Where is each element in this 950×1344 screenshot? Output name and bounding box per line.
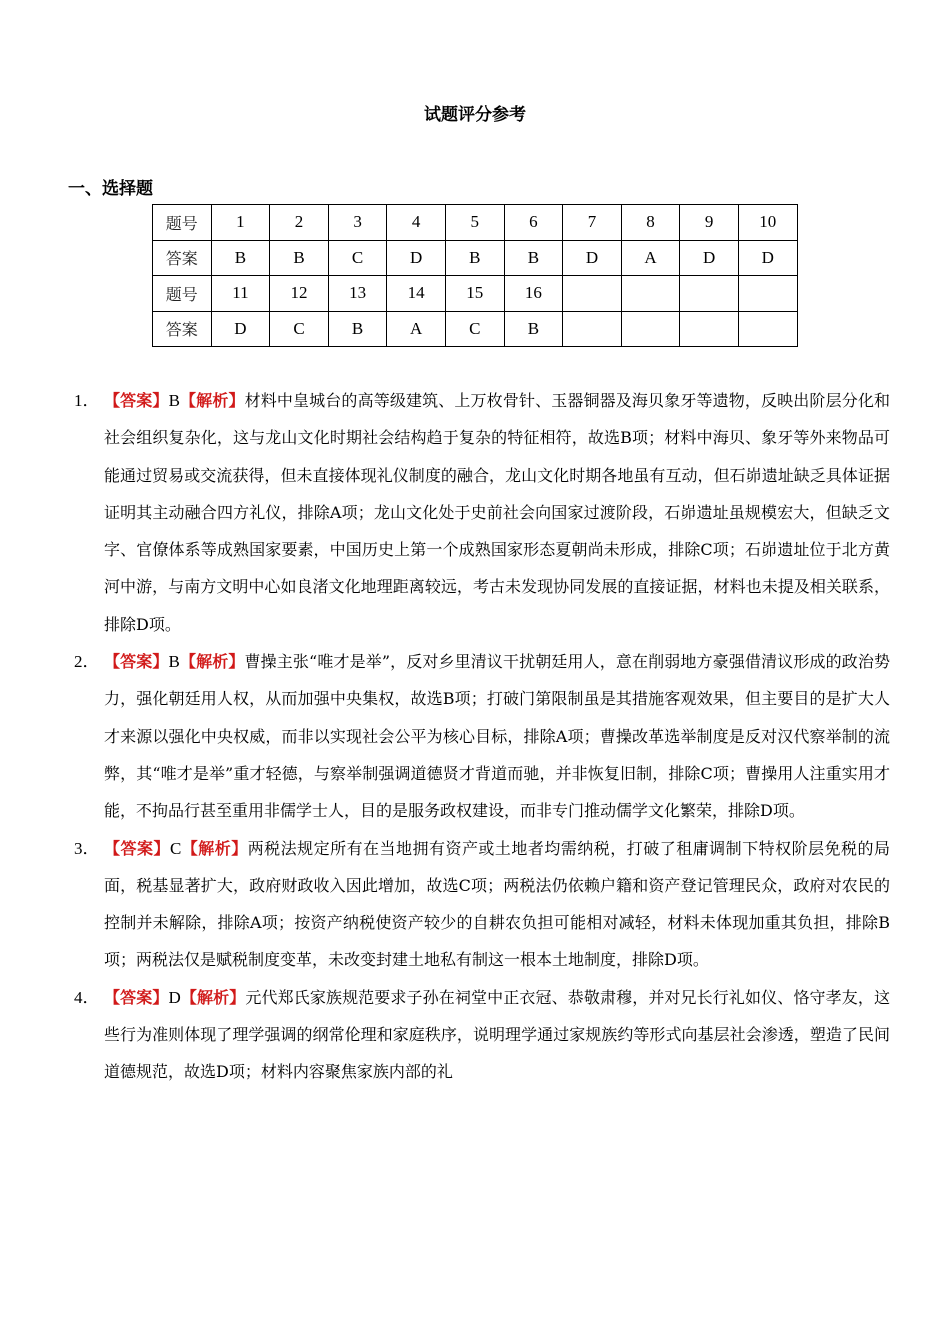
analysis-text: 元代郑氏家族规范要求子孙在祠堂中正衣冠、恭敬肃穆，并对兄长行礼如仪、恪守孝友，这些行为准则体现了理学强调的纲常伦理和家庭秩序，说明理学通过家规族约等形式向基层社会渗透，塑造了民间道德规范，故选D项；材料内容聚焦家族内部的礼 (104, 987, 890, 1082)
table-cell: 16 (504, 276, 563, 312)
analysis-list (74, 382, 890, 1091)
table-cell: 13 (328, 276, 387, 312)
table-cell: A (621, 240, 680, 276)
table-cell: C (445, 311, 504, 347)
row-header-cell: 答案 (153, 311, 212, 347)
answer-letter: B (168, 652, 180, 672)
table-cell: B (270, 240, 329, 276)
answer-letter: D (168, 987, 181, 1007)
analysis-tag: 【解析】 (180, 987, 246, 1007)
table-cell (738, 276, 797, 312)
table-cell: 5 (445, 205, 504, 241)
table-cell (738, 311, 797, 347)
table-cell: D (680, 240, 739, 276)
answer-letter: C (169, 838, 182, 858)
answer-tag: 【答案】 (104, 987, 169, 1007)
table-cell: 1 (211, 205, 270, 241)
analysis-text: 曹操主张“唯才是举”，反对乡里清议干扰朝廷用人，意在削弱地方豪强借清议形成的政治势力，强化朝廷用人权，从而加强中央集权，故选B项；打破门第限制虽是其措施客观效果，但主要目的是扩大人才来源以强化中央权威，而非以实现社会公平为核心目标，排除A项；曹操改革选举制度是反对汉代察举制的流弊，其“唯才是举”重才轻德，与察举制强调道德贤才背道而驰，并非恢复旧制，排除C项；曹操用人注重实用才能，不拘品行甚至重用非儒学士人，目的是服务政权建设，而非专门推动儒学文化繁荣，排除D项。 (104, 652, 890, 821)
section-heading: 一、选择题 (68, 179, 153, 199)
table-cell: 9 (680, 205, 739, 241)
table-row (153, 276, 798, 312)
table-cell (680, 311, 739, 347)
table-cell (621, 276, 680, 312)
table-cell: D (563, 240, 622, 276)
answer-tag: 【答案】 (104, 391, 169, 410)
analysis-item-3 (74, 830, 890, 979)
item-number: 1． (74, 391, 100, 410)
table-cell: 7 (563, 205, 622, 241)
table-cell: B (504, 240, 563, 276)
table-cell: D (211, 311, 270, 347)
table-cell: B (445, 240, 504, 276)
table-row (153, 240, 798, 276)
analysis-tag: 【解析】 (179, 652, 245, 672)
analysis-text: 两税法规定所有在当地拥有资产或土地者均需纳税，打破了租庸调制下特权阶层免税的局面，税基显著扩大，政府财政收入因此增加，故选C项；两税法仍依赖户籍和资产登记管理民众，政府对农民的控制并未解除，排除A项；按资产纳税使资产较少的自耕农负担可能相对减轻，材料未体现加重其负担，排除B项；两税法仅是赋税制度变革，未改变封建土地私有制这一根本土地制度，排除D项。 (104, 838, 890, 970)
table-cell: 15 (445, 276, 504, 312)
table-cell (563, 311, 622, 347)
table-row (153, 311, 798, 347)
analysis-tag: 【解析】 (181, 838, 248, 858)
table-row (153, 205, 798, 241)
row-header-cell: 题号 (153, 205, 212, 241)
analysis-item-4 (74, 979, 890, 1091)
table-cell: D (738, 240, 797, 276)
table-cell (621, 311, 680, 347)
analysis-item-2 (74, 643, 890, 829)
table-cell: 3 (328, 205, 387, 241)
table-cell: C (328, 240, 387, 276)
answer-letter: B (168, 391, 180, 410)
table-cell: 6 (504, 205, 563, 241)
row-header-cell: 答案 (153, 240, 212, 276)
table-cell: B (211, 240, 270, 276)
table-cell: 11 (211, 276, 270, 312)
table-cell (563, 276, 622, 312)
analysis-tag: 【解析】 (179, 391, 245, 410)
analysis-text: 材料中皇城台的高等级建筑、上万枚骨针、玉器铜器及海贝象牙等遗物，反映出阶层分化和社会组织复杂化，这与龙山文化时期社会结构趋于复杂的特征相符，故选B项；材料中海贝、象牙等外来物品可能通过贸易或交流获得，但未直接体现礼仪制度的融合，龙山文化时期各地虽有互动，但石峁遗址缺乏具体证据证明其主动融合四方礼仪，排除A项；龙山文化处于史前社会向国家过渡阶段，石峁遗址虽规模宏大，但缺乏文字、官僚体系等成熟国家要素，中国历史上第一个成熟国家形态夏朝尚未形成，排除C项；石峁遗址位于北方黄河中游，与南方文明中心如良渚文化地理距离较远，考古未发现协同发展的直接证据，材料也未提及相关联系，排除D项。 (104, 391, 890, 634)
answer-tag: 【答案】 (104, 838, 170, 858)
table-cell (680, 276, 739, 312)
answer-tag: 【答案】 (104, 652, 169, 672)
table-cell: A (387, 311, 446, 347)
table-cell: C (270, 311, 329, 347)
table-cell: 4 (387, 205, 446, 241)
item-number: 2． (74, 652, 100, 672)
answer-table (152, 204, 798, 347)
analysis-item-1 (74, 382, 890, 643)
table-cell: B (328, 311, 387, 347)
table-cell: B (504, 311, 563, 347)
item-number: 4． (74, 987, 100, 1007)
table-cell: 14 (387, 276, 446, 312)
item-number: 3． (74, 838, 100, 858)
table-cell: 12 (270, 276, 329, 312)
table-cell: 8 (621, 205, 680, 241)
page-title: 试题评分参考 (424, 105, 526, 125)
row-header-cell: 题号 (153, 276, 212, 312)
table-cell: D (387, 240, 446, 276)
table-cell: 2 (270, 205, 329, 241)
table-cell: 10 (738, 205, 797, 241)
